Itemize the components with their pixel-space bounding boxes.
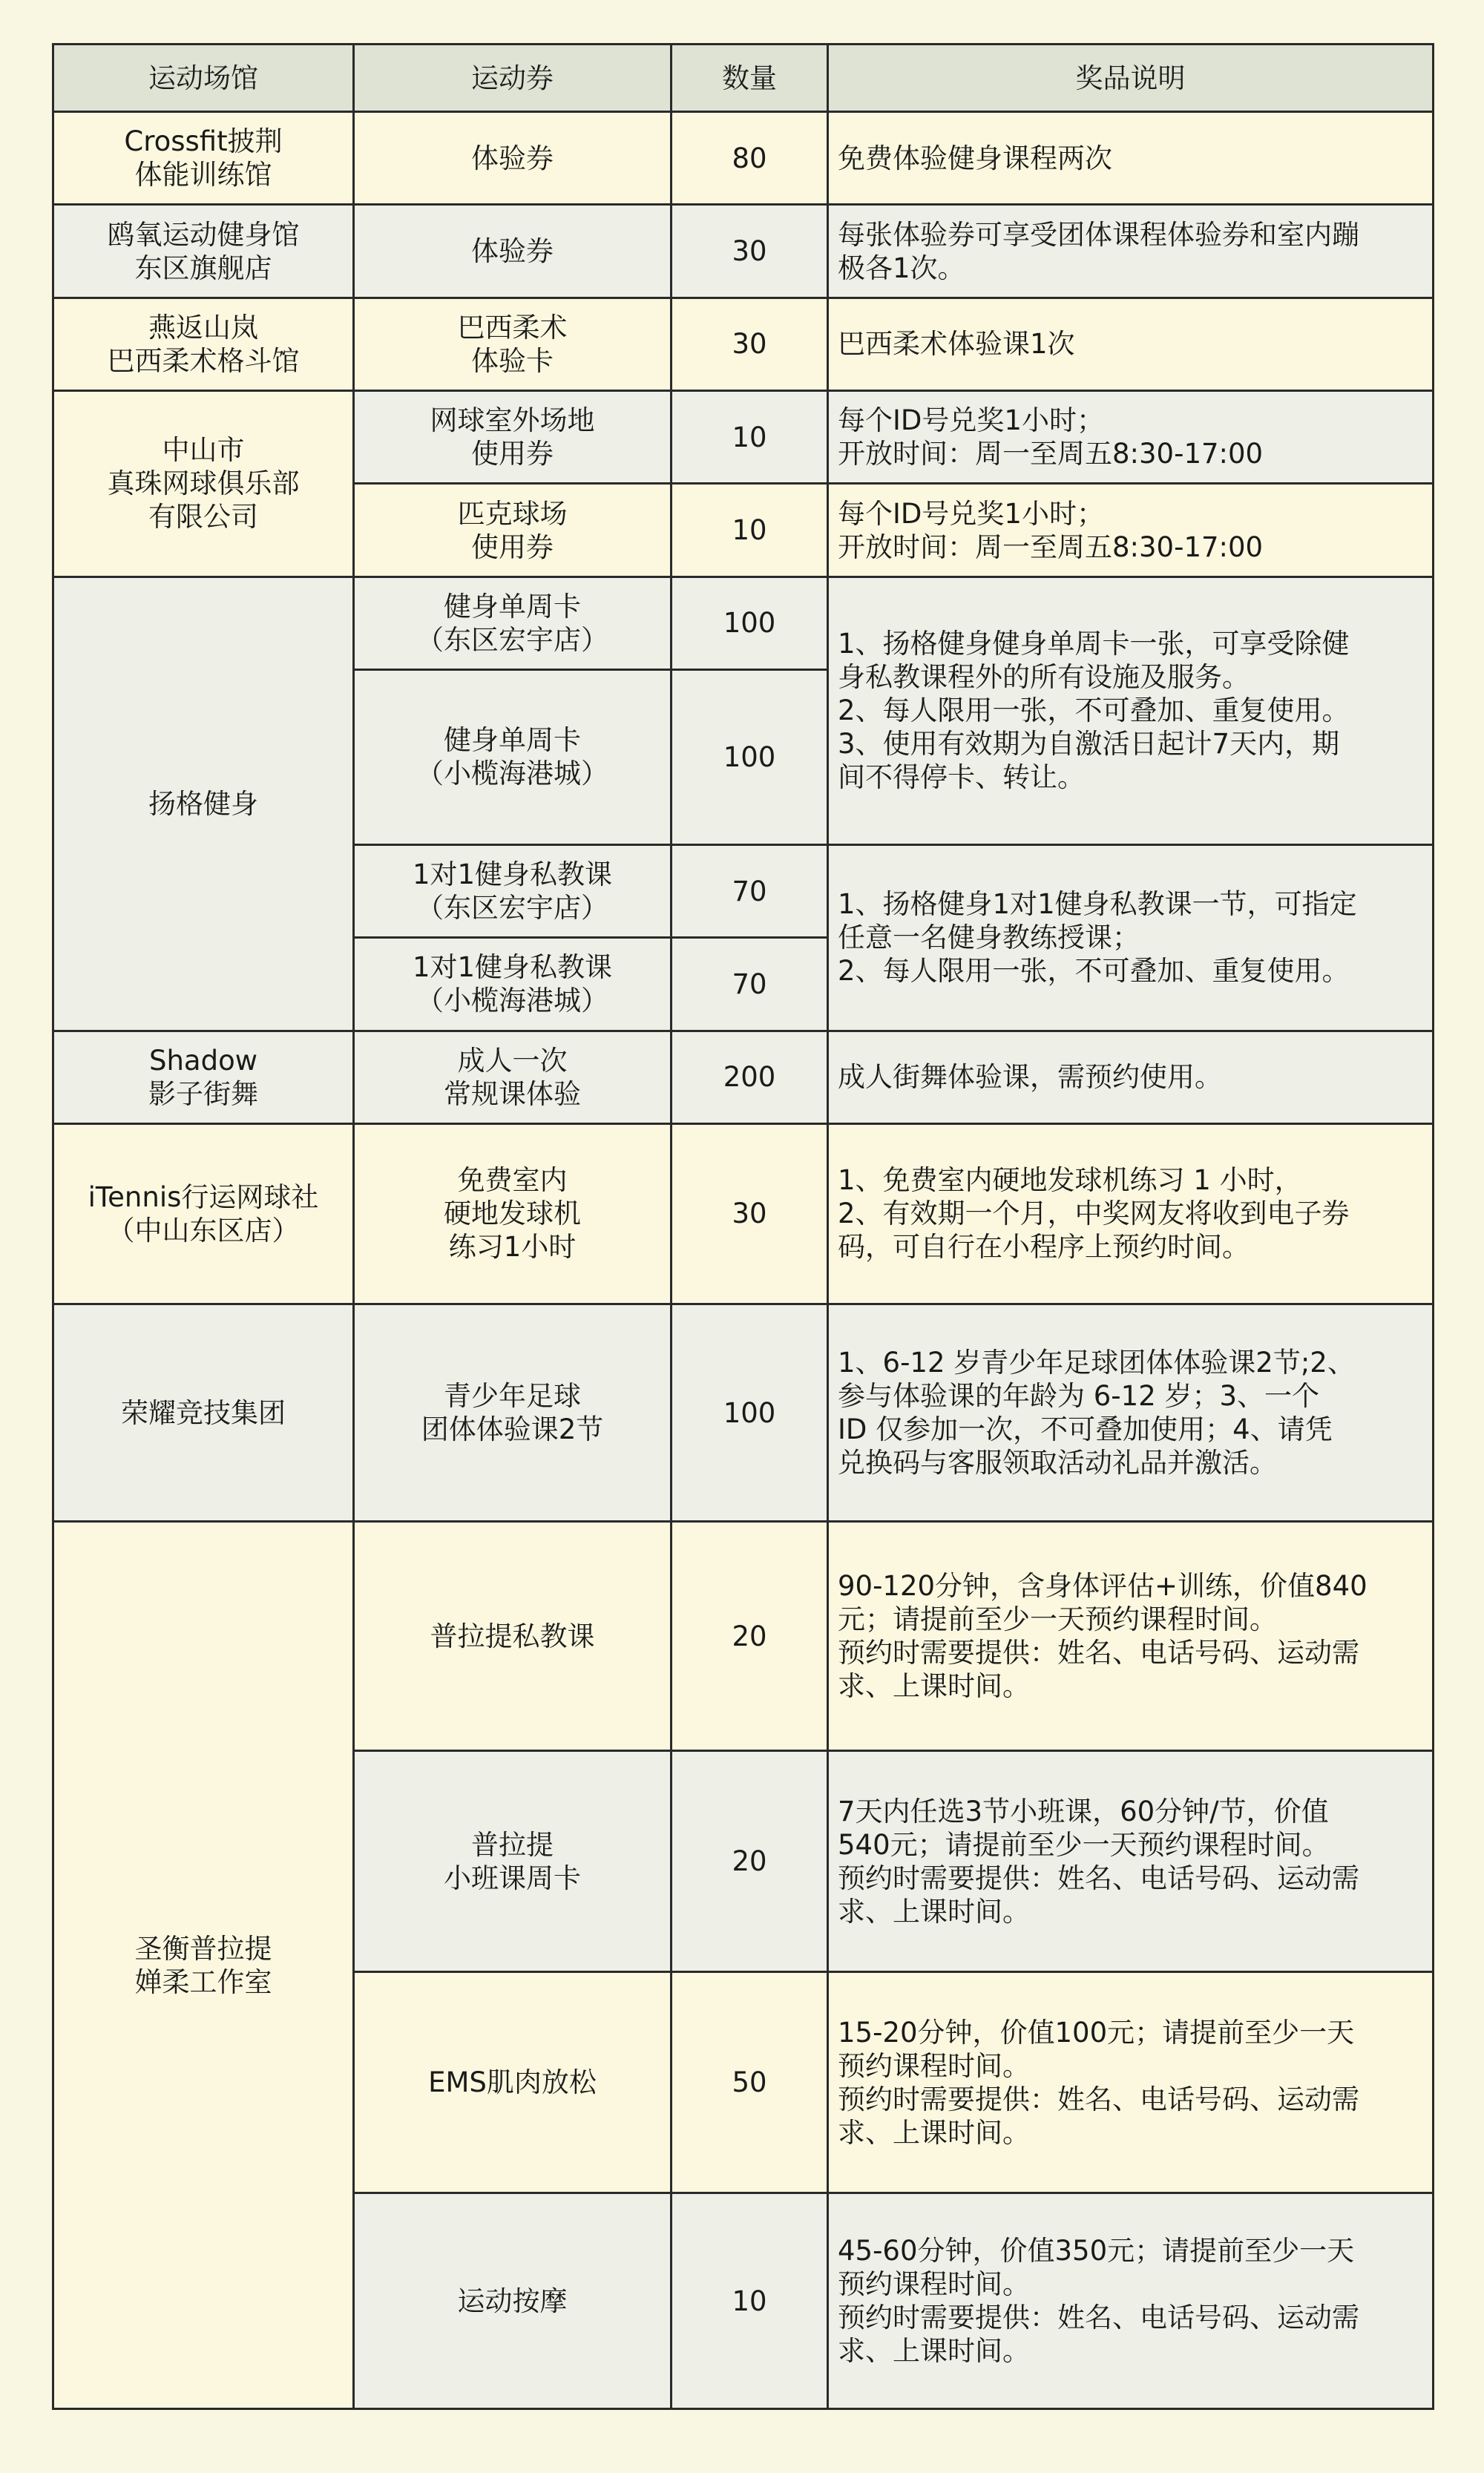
description-cell: 7天内任选3节小班课，60分钟/节，价值 540元；请提前至少一天预约课程时间。 预约时需要提供：姓名、电话号码、运动需 求、上课时间。 xyxy=(828,1751,1434,1972)
venue-cell: Shadow 影子街舞 xyxy=(53,1031,354,1123)
venue-cell: Crossfit披荆 体能训练馆 xyxy=(53,112,354,205)
venue-cell: 燕返山岚 巴西柔术格斗馆 xyxy=(53,298,354,390)
table-row xyxy=(53,1304,1434,1522)
ticket-cell: 巴西柔术 体验卡 xyxy=(354,298,672,390)
description-cell: 1、扬格健身1对1健身私教课一节，可指定 任意一名健身教练授课； 2、每人限用一张，不可叠加、重复使用。 xyxy=(828,844,1434,1031)
quantity-cell: 10 xyxy=(672,391,828,484)
description-cell: 巴西柔术体验课1次 xyxy=(828,298,1434,390)
description-cell: 1、扬格健身健身单周卡一张，可享受除健 身私教课程外的所有设施及服务。 2、每人限用一张，不可叠加、重复使用。 3、使用有效期为自激活日起计7天内，期 间不得停卡、转让。 xyxy=(828,577,1434,844)
table-row xyxy=(53,298,1434,390)
description-cell: 免费体验健身课程两次 xyxy=(828,112,1434,205)
table-row xyxy=(53,112,1434,205)
venue-cell: 中山市 真珠网球俱乐部 有限公司 xyxy=(53,391,354,577)
ticket-cell: 普拉提私教课 xyxy=(354,1522,672,1751)
ticket-cell: 网球室外场地 使用券 xyxy=(354,391,672,484)
quantity-cell: 200 xyxy=(672,1031,828,1123)
header-ticket: 运动券 xyxy=(354,45,672,112)
ticket-cell: 青少年足球 团体体验课2节 xyxy=(354,1304,672,1522)
ticket-cell: 1对1健身私教课 （小榄海港城） xyxy=(354,938,672,1031)
table-row xyxy=(53,577,1434,669)
ticket-cell: 匹克球场 使用券 xyxy=(354,484,672,577)
quantity-cell: 100 xyxy=(672,670,828,845)
venue-cell: 圣衡普拉提 婵柔工作室 xyxy=(53,1522,354,2409)
description-cell: 1、免费室内硬地发球机练习 1 小时， 2、有效期一个月，中奖网友将收到电子券 码，可自行在小程序上预约时间。 xyxy=(828,1123,1434,1304)
description-cell: 每个ID号兑奖1小时； 开放时间：周一至周五8:30-17:00 xyxy=(828,391,1434,484)
quantity-cell: 50 xyxy=(672,1972,828,2193)
venue-cell: 扬格健身 xyxy=(53,577,354,1031)
header-venue: 运动场馆 xyxy=(53,45,354,112)
quantity-cell: 70 xyxy=(672,938,828,1031)
quantity-cell: 80 xyxy=(672,112,828,205)
ticket-cell: 成人一次 常规课体验 xyxy=(354,1031,672,1123)
description-cell: 成人街舞体验课，需预约使用。 xyxy=(828,1031,1434,1123)
ticket-cell: 普拉提 小班课周卡 xyxy=(354,1751,672,1972)
ticket-cell: 1对1健身私教课 （东区宏宇店） xyxy=(354,844,672,937)
quantity-cell: 20 xyxy=(672,1522,828,1751)
table-row xyxy=(53,205,1434,298)
description-cell: 1、6-12 岁青少年足球团体体验课2节;2、 参与体验课的年龄为 6-12 岁；3、一个 ID 仅参加一次，不可叠加使用；4、请凭 兑换码与客服领取活动礼品并激活。 xyxy=(828,1304,1434,1522)
description-cell: 15-20分钟，价值100元；请提前至少一天 预约课程时间。 预约时需要提供：姓名、电话号码、运动需 求、上课时间。 xyxy=(828,1972,1434,2193)
table-header-row xyxy=(53,45,1434,112)
quantity-cell: 70 xyxy=(672,844,828,937)
quantity-cell: 10 xyxy=(672,2193,828,2409)
prize-table xyxy=(52,43,1434,2410)
description-cell: 每个ID号兑奖1小时； 开放时间：周一至周五8:30-17:00 xyxy=(828,484,1434,577)
table-row xyxy=(53,1522,1434,1751)
quantity-cell: 30 xyxy=(672,205,828,298)
quantity-cell: 100 xyxy=(672,577,828,669)
quantity-cell: 30 xyxy=(672,1123,828,1304)
ticket-cell: 免费室内 硬地发球机 练习1小时 xyxy=(354,1123,672,1304)
quantity-cell: 100 xyxy=(672,1304,828,1522)
description-cell: 90-120分钟，含身体评估+训练，价值840 元；请提前至少一天预约课程时间。 预约时需要提供：姓名、电话号码、运动需 求、上课时间。 xyxy=(828,1522,1434,1751)
ticket-cell: 运动按摩 xyxy=(354,2193,672,2409)
venue-cell: 鸥氧运动健身馆 东区旗舰店 xyxy=(53,205,354,298)
quantity-cell: 20 xyxy=(672,1751,828,1972)
quantity-cell: 10 xyxy=(672,484,828,577)
venue-cell: iTennis行运网球社 （中山东区店） xyxy=(53,1123,354,1304)
description-cell: 每张体验券可享受团体课程体验券和室内蹦 极各1次。 xyxy=(828,205,1434,298)
quantity-cell: 30 xyxy=(672,298,828,390)
table-row xyxy=(53,1031,1434,1123)
venue-cell: 荣耀竞技集团 xyxy=(53,1304,354,1522)
ticket-cell: 体验券 xyxy=(354,112,672,205)
ticket-cell: 健身单周卡 （东区宏宇店） xyxy=(354,577,672,669)
table-row xyxy=(53,1123,1434,1304)
ticket-cell: 健身单周卡 （小榄海港城） xyxy=(354,670,672,845)
header-quantity: 数量 xyxy=(672,45,828,112)
ticket-cell: 体验券 xyxy=(354,205,672,298)
description-cell: 45-60分钟，价值350元；请提前至少一天 预约课程时间。 预约时需要提供：姓名、电话号码、运动需 求、上课时间。 xyxy=(828,2193,1434,2409)
ticket-cell: EMS肌肉放松 xyxy=(354,1972,672,2193)
table-row xyxy=(53,391,1434,484)
header-prize-description: 奖品说明 xyxy=(828,45,1434,112)
